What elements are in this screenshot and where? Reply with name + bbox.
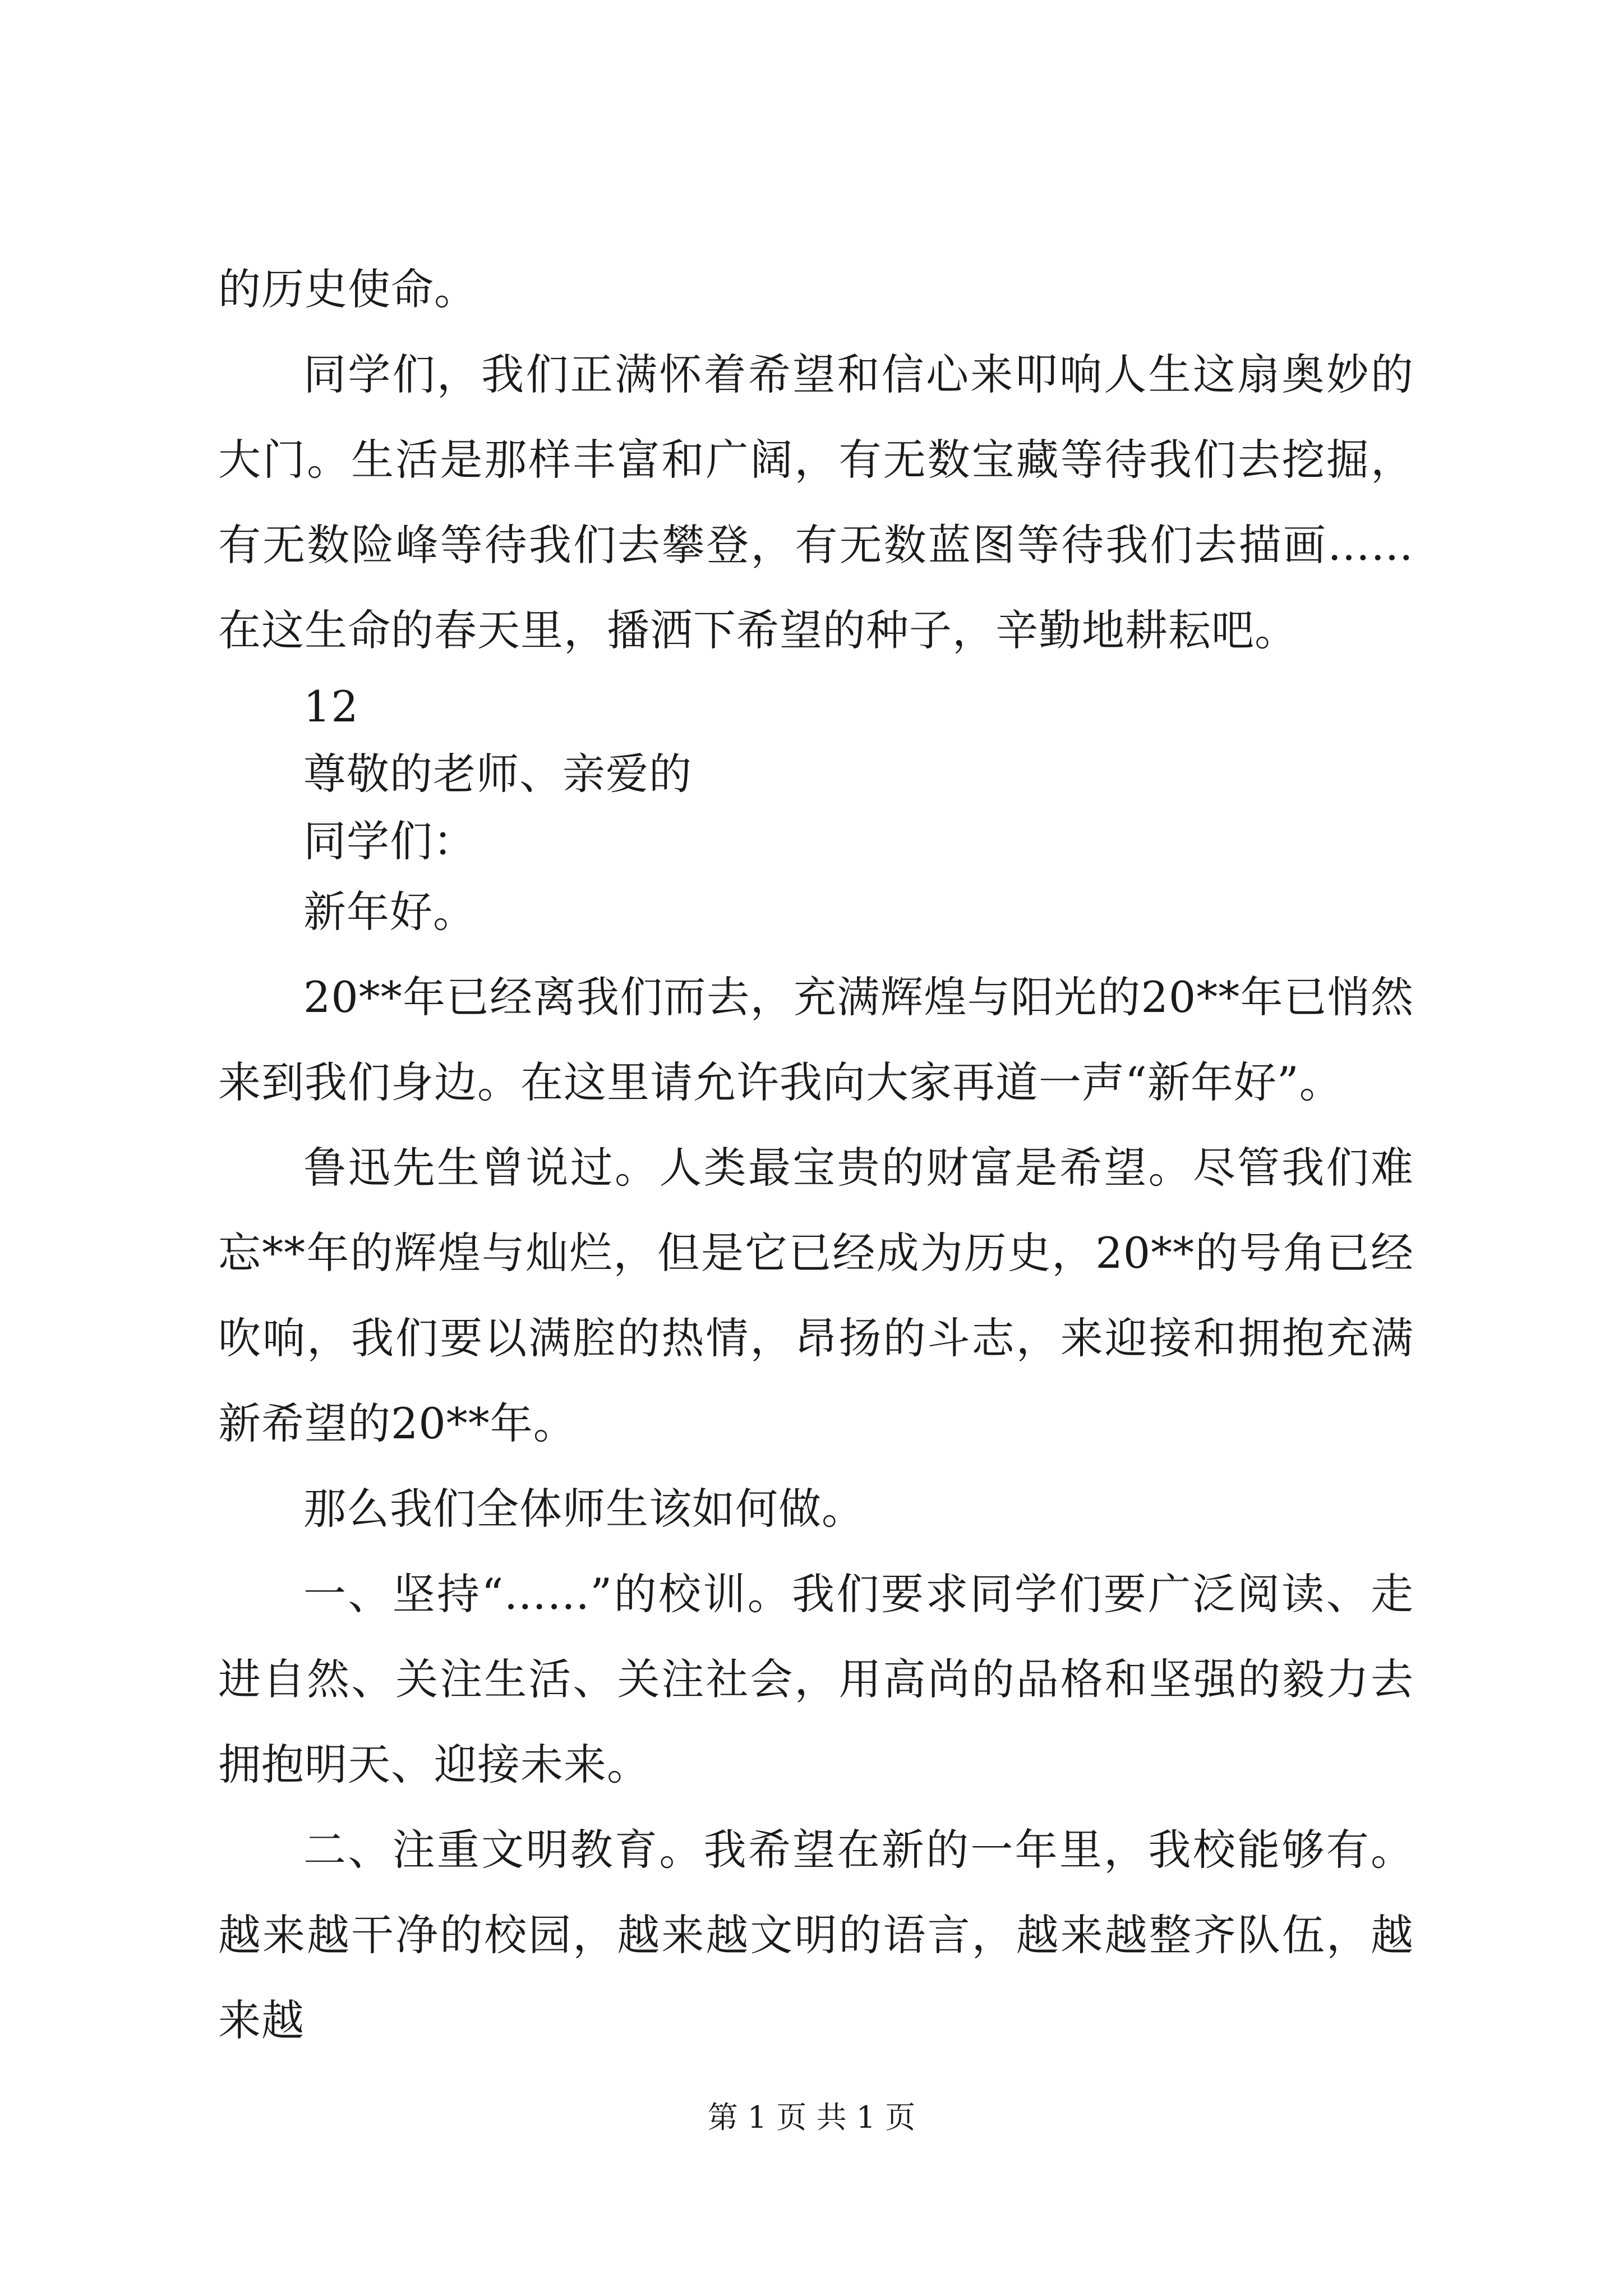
greeting-line: 新年好。 <box>303 887 476 937</box>
paragraph-new-year: 20**年已经离我们而去，充满辉煌与阳光的20**年已悄然来到我们身边。在这里请允许我向大家再道一声“新年好”。 <box>218 972 1414 1107</box>
paragraph-intro: 同学们，我们正满怀着希望和信心来叩响人生这扇奥妙的大门。生活是那样丰富和广阔，有无数宝藏等待我们去挖掘，有无数险峰等待我们去攀登，有无数蓝图等待我们去描画……在这生命的春天里，播洒下希望的种子，辛勤地耕耘吧。 <box>218 349 1414 655</box>
paragraph-point-two: 二、注重文明教育。我希望在新的一年里，我校能够有。越来越干净的校园，越来越文明的语言，越来越整齐队伍，越来越 <box>218 1825 1414 2045</box>
salutation-line-2: 同学们： <box>303 816 476 866</box>
document-body <box>218 247 1414 2063</box>
salutation-line-1: 尊敬的老师、亲爱的 <box>303 749 692 799</box>
paragraph-point-one: 一、坚持“……”的校训。我们要求同学们要广泛阅读、走进自然、关注生活、关注社会，用高尚的品格和坚强的毅力去拥抱明天、迎接未来。 <box>218 1569 1414 1789</box>
paragraph-continuation: 的历史使命。 <box>218 264 477 314</box>
paragraph-question: 那么我们全体师生该如何做。 <box>303 1484 865 1534</box>
page-footer: 第 1 页 共 1 页 <box>707 2100 916 2135</box>
paragraph-lu-xun: 鲁迅先生曾说过。人类最宝贵的财富是希望。尽管我们难忘**年的辉煌与灿烂，但是它已经成为历史，20**的号角已经吹响，我们要以满腔的热情，昂扬的斗志，来迎接和拥抱充满新希望的20**年。 <box>218 1143 1414 1448</box>
paragraph-number: 12 <box>303 682 359 731</box>
